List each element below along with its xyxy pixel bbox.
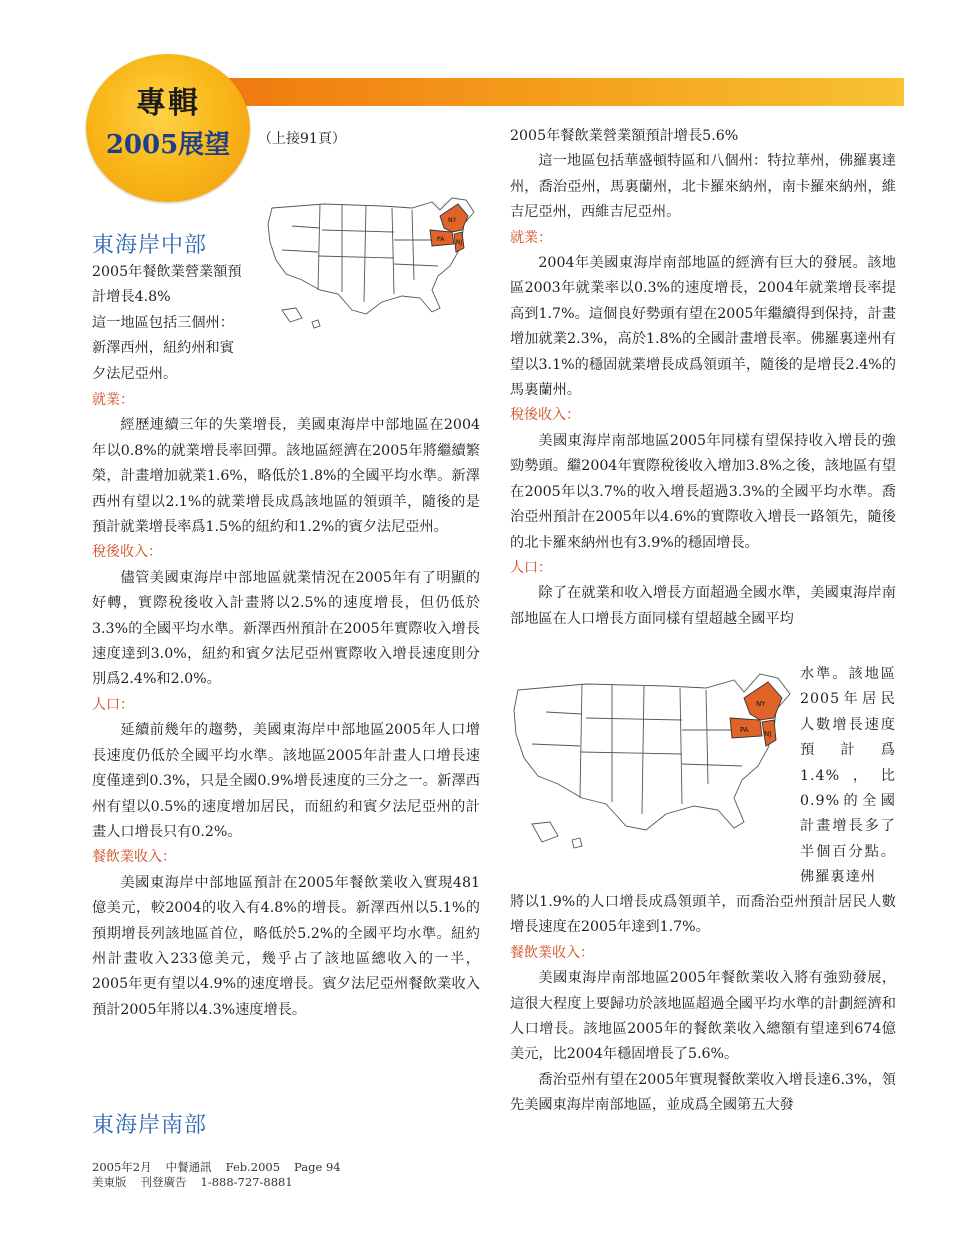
page-footer — [92, 1160, 355, 1190]
badge-subtitle: 2005展望 — [105, 130, 231, 160]
section-text-employment-south: 2004年美國東海岸南部地區的經濟有巨大的發展。該地區2003年就業率以0.3%的速度增長，2004年就業增長率提高到1.7%。這個良好勢頭有望在2005年繼續得到保持，計畫增加就業2.3%，高於1.8%的全國計畫增長率。佛羅裏達州有望以3.1%的穩固就業增長成爲領頭羊，隨後的是增長2.4%的馬裏蘭州。 — [510, 255, 896, 399]
right-states: 這一地區包括華盛頓特區和八個州：特拉華州，佛羅裏達州，喬治亞州，馬裏蘭州，北卡羅來納州，南卡羅來納州，維吉尼亞州，西維吉尼亞州。 — [510, 153, 896, 221]
left-column-body — [92, 388, 480, 1023]
footer-publication: 中餐通訊 — [165, 1160, 212, 1174]
left-map-label-nj: NJ — [456, 239, 463, 246]
section-text-restaurant-sales-south-2: 喬治亞州有望在2005年實現餐飲業收入增長達6.3%，領先美國東海岸南部地區，並成爲全國第五大發 — [510, 1071, 896, 1114]
left-summary-line: 計增長4.8% — [92, 289, 171, 306]
section-text-income: 儘管美國東海岸中部地區就業情況在2005年有了明顯的好轉，實際稅後收入計畫將以2.5%的速度增長，但仍低於3.3%的全國平均水準。新澤西州預計在2005年實際收入增長速度達到3.0%，紐約和賓夕法尼亞州實際收入增長速度則分別爲2.4%和2.0%。 — [92, 569, 480, 688]
footer-date: 2005年2月 — [92, 1160, 152, 1174]
right-map-label-ny: NY — [756, 700, 766, 708]
footer-date-en: Feb.2005 — [225, 1160, 281, 1174]
right-population-wrap — [800, 662, 896, 891]
us-map-south-atlantic — [506, 664, 802, 864]
section-heading-population: 人口： — [92, 696, 134, 713]
right-map-label-pa: PA — [740, 726, 749, 734]
left-summary-line: 新澤西州，紐約州和賓 — [92, 340, 234, 357]
right-column-bottom — [510, 890, 896, 1119]
left-summary-line: 夕法尼亞州。 — [92, 365, 178, 382]
right-column-top — [510, 124, 896, 632]
footer-phone: 1-888-727-8881 — [200, 1175, 293, 1189]
footer-ad: 刊登廣告 — [140, 1175, 187, 1189]
header-banner-bar — [228, 78, 904, 106]
left-summary-line: 這一地區包括三個州： — [92, 314, 234, 331]
section-heading-income-south: 稅後收入： — [510, 407, 580, 424]
left-summary-line: 2005年餐飲業營業額預 — [92, 264, 242, 280]
section-text-income-south: 美國東海岸南部地區2005年同樣有望保持收入增長的強勁勢頭。繼2004年實際稅後收入增加3.8%之後，該地區有望在2005年以3.7%的收入增長超過3.3%的全國平均水準。喬治亞州預計在2005年以4.6%的實際收入增長一路領先，隨後的北卡羅來納州也有3.9%的穩固增長。 — [510, 432, 896, 551]
feature-badge — [86, 54, 250, 202]
right-intro: 2005年餐飲業營業額預計增長5.6% — [510, 128, 739, 144]
left-map-label-ny: NY — [448, 217, 457, 224]
section-heading-restaurant-sales-south: 餐飲業收入： — [510, 944, 594, 961]
left-map-label-pa: PA — [437, 236, 445, 243]
section-heading-employment: 就業： — [92, 392, 134, 408]
right-map-label-nj: NJ — [764, 730, 772, 738]
section-heading-employment-south: 就業： — [510, 229, 552, 246]
section-heading-restaurant-sales: 餐飲業收入： — [92, 849, 176, 866]
section-text-restaurant-sales-south: 美國東海岸南部地區2005年餐飲業收入將有強勁發展，這很大程度上要歸功於該地區超過全國平均水準的計劃經濟和人口增長。該地區2005年的餐飲業收入總額有望達到674億美元，比2004年穩固增長了5.6%。 — [510, 970, 896, 1063]
section-heading-population-south: 人口： — [510, 559, 552, 576]
footer-page-number: Page 94 — [294, 1160, 341, 1174]
badge-title: 專輯 — [136, 86, 200, 121]
section-text-population-south-b: 水準。該地區2005年居民人數增長速度預計爲1.4%，比0.9%的全國計畫增長多了半個百分點。佛羅裏達州 — [800, 666, 896, 886]
section-text-population-south-a: 除了在就業和收入增長方面超過全國水準，美國東海岸南部地區在人口增長方面同樣有望超越全國平均 — [510, 585, 896, 627]
us-map-mid-atlantic — [262, 190, 484, 340]
section-text-employment: 經歷連續三年的失業增長，美國東海岸中部地區在2004年以0.8%的就業增長率回彈。該地區經濟在2005年將繼續繁榮，計畫增加就業1.6%，略低於1.8%的全國平均水準。新澤西州有望以2.1%的就業增長成爲該地區的領頭羊，隨後的是預計就業增長率爲1.5%的紐約和1.2%的賓夕法尼亞州。 — [92, 417, 480, 536]
region-title-south-atlantic: 東海岸南部 — [92, 1113, 208, 1138]
section-heading-income: 稅後收入： — [92, 544, 162, 561]
section-text-population: 延續前幾年的趨勢，美國東海岸中部地區2005年人口增長速度仍低於全國平均水準。該地區2005年計畫人口增長速度僅達到0.3%，只是全國0.9%增長速度的三分之一。新澤西州有望以0.5%的速度增加居民，而紐約和賓夕法尼亞州的計畫人口增長只有0.2%。 — [92, 722, 480, 840]
continued-note: （上接91頁） — [258, 131, 346, 147]
region-title-mid-atlantic: 東海岸中部 — [92, 233, 208, 258]
footer-edition: 美東版 — [92, 1175, 127, 1189]
section-text-restaurant-sales: 美國東海岸中部地區預計在2005年餐飲業收入實現481億美元，較2004的收入有4.8%的增長。新澤西州以5.1%的預期增長列該地區首位，略低於5.2%的全國平均水準。紐約州計畫收入233億美元，幾乎占了該地區總收入的一半，2005年更有望以4.9%的速度增長。賓夕法尼亞州餐飲業收入預計2005年將以4.3%速度增長。 — [92, 874, 480, 1018]
section-text-population-south-c: 將以1.9%的人口增長成爲領頭羊，而喬治亞州預計居民人數增長速度在2005年達到1.7%。 — [510, 894, 896, 936]
left-summary — [92, 260, 267, 387]
